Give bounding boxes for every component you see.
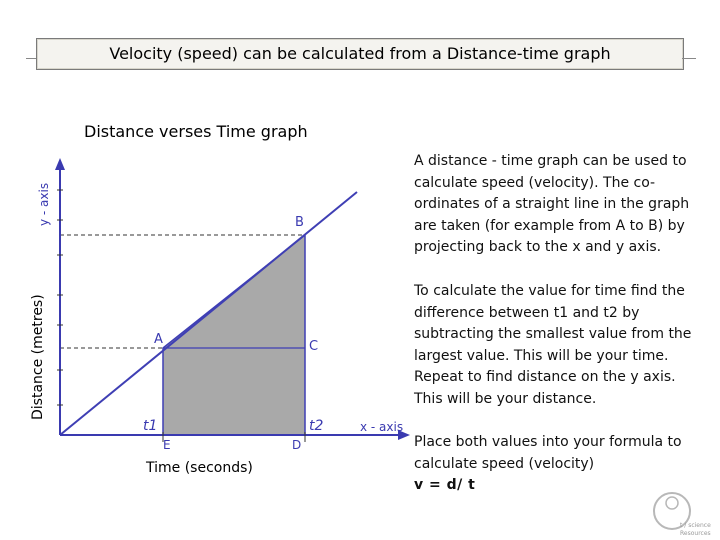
logo-text-2: Resources bbox=[680, 530, 711, 537]
y-axis-arrow bbox=[55, 158, 65, 170]
point-label-c: C bbox=[309, 339, 319, 354]
point-label-d: D bbox=[292, 438, 302, 452]
x-axis-handwritten-label: x - axis bbox=[360, 420, 404, 434]
explanation-paragraph-1: A distance - time graph can be used to calculate speed (velocity). The co-ordinates of a straight line in the graph are taken (for example from A to B) by projecting back to the x and y axis. bbox=[414, 153, 690, 255]
explanation-paragraph-2: To calculate the value for time find the difference between t1 and t2 by subtracting the smallest value from the largest value. This will be your time. Repeat to find distance on the y axis. This will be your distance. bbox=[414, 283, 692, 407]
time-label-t2: t2 bbox=[309, 418, 324, 434]
slide-title: Velocity (speed) can be calculated from a Distance-time graph bbox=[109, 44, 611, 63]
science-resources-logo bbox=[650, 485, 720, 540]
point-label-a: A bbox=[154, 332, 163, 347]
time-label-t1: t1 bbox=[143, 418, 158, 434]
logo-text-1: t / science bbox=[680, 522, 711, 529]
x-axis-title: Time (seconds) bbox=[146, 460, 253, 476]
velocity-formula: v = d/ t bbox=[414, 477, 476, 493]
point-label-e: E bbox=[163, 438, 171, 452]
y-axis-title: Distance (metres) bbox=[30, 294, 46, 420]
graph-heading: Distance verses Time graph bbox=[84, 122, 308, 141]
y-axis-handwritten-label: y - axis bbox=[37, 182, 51, 226]
shaded-triangle-region bbox=[163, 235, 305, 435]
formula-instruction: Place both values into your formula to calculate speed (velocity) bbox=[414, 434, 682, 472]
point-label-b: B bbox=[295, 215, 304, 230]
